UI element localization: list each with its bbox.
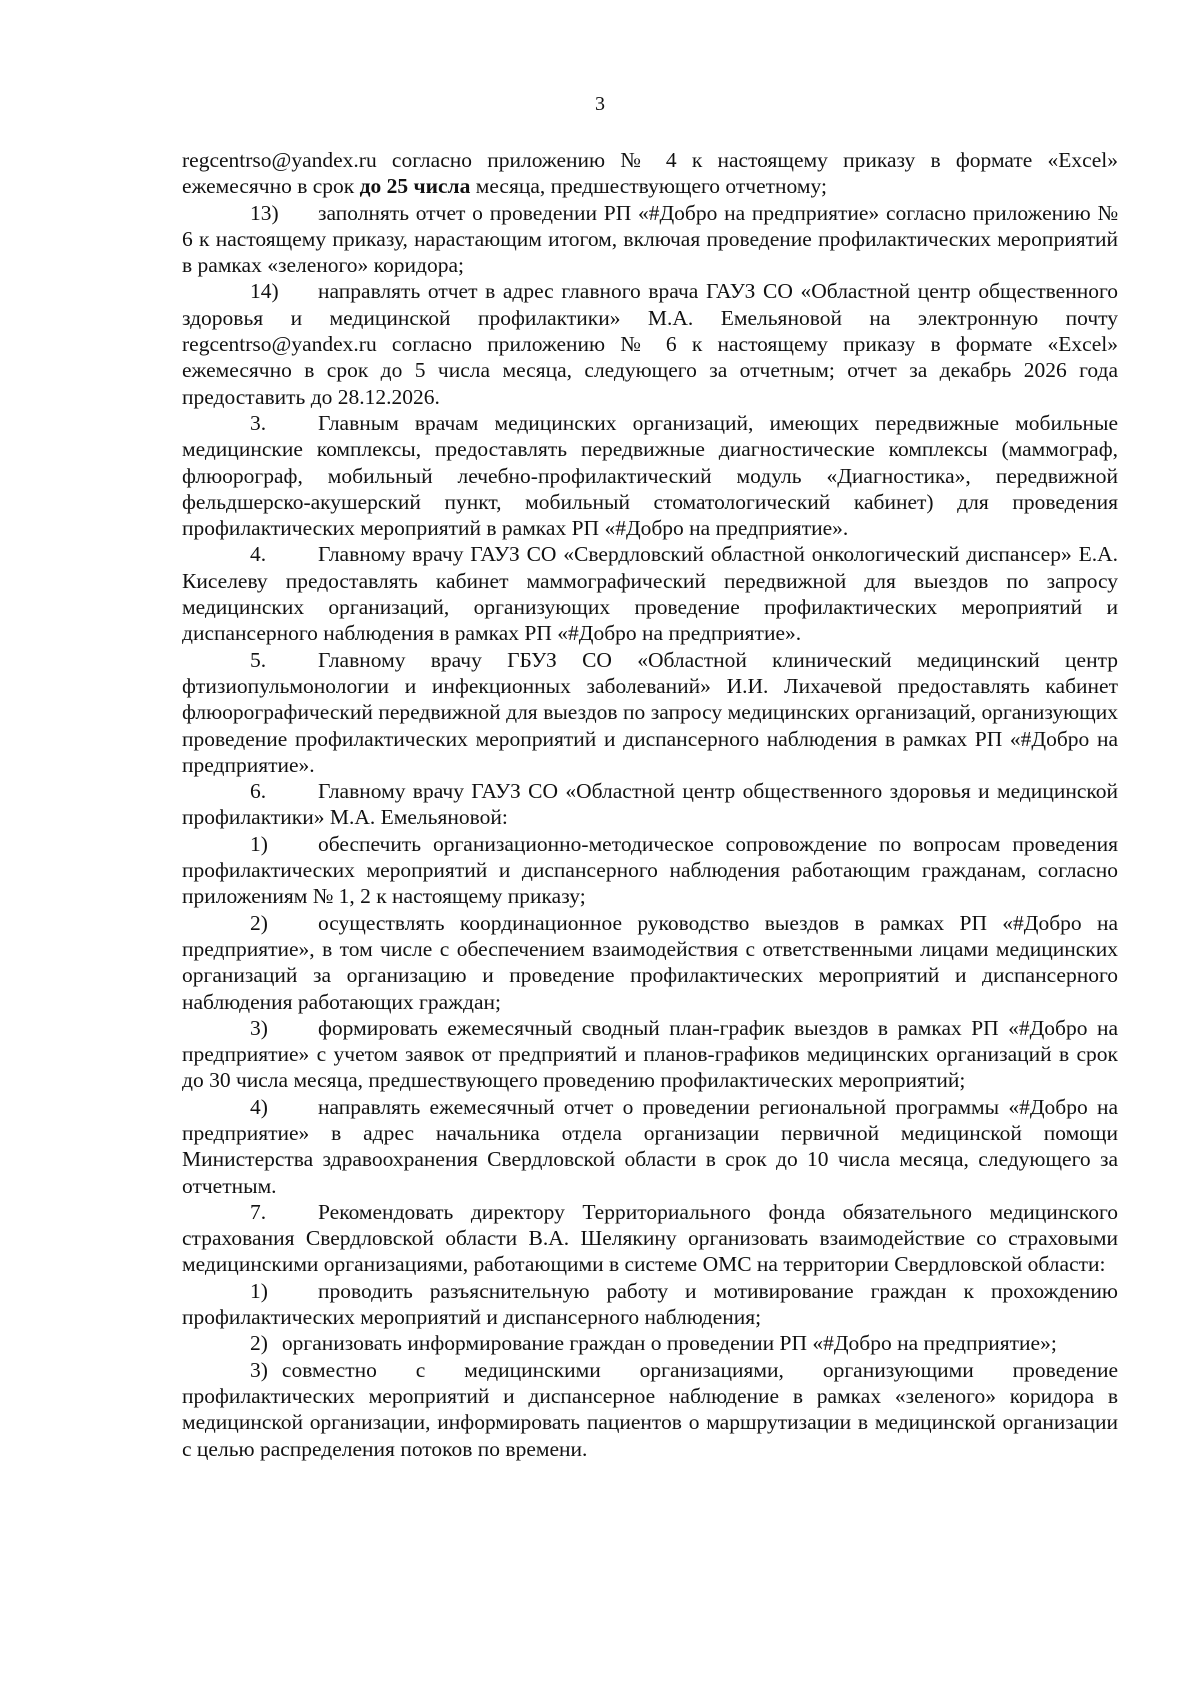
item-number: 14) <box>250 279 279 304</box>
paragraph <box>182 1278 1118 1331</box>
paragraph-text: проводить разъяснительную работу и мотивирование граждан к прохождению профилактических мероприятий и диспансерного наблюдения; <box>182 1278 1118 1330</box>
paragraph-text: regcentrso@yandex.ru согласно приложению № 4 к настоящему приказу в формате «Excel» ежемесячно в срок <box>182 148 1118 199</box>
item-number: 2) <box>250 910 268 935</box>
paragraph <box>182 831 1118 910</box>
paragraph-text: обеспечить организационно-методическое сопровождение по вопросам проведения профилактических мероприятий и диспансерного наблюдения работающим гражданам, согласно приложениям № 1, 2 к настоящему приказу; <box>182 831 1118 909</box>
paragraph-text: Главному врачу ГАУЗ СО «Свердловский областной онкологический диспансер» Е.А. Киселеву предоставлять кабинет маммографический передвижной для выездов по запросу медицинских организаций, организующих проведение профилактических мероприятий и диспансерного наблюдения в рамках РП «#Добро на предприятие». <box>182 542 1118 646</box>
paragraph-text: организовать информирование граждан о проведении РП «#Добро на предприятие»; <box>281 1331 1057 1356</box>
paragraph-text: заполнять отчет о проведении РП «#Добро на предприятие» согласно приложению № 6 к настоящему приказу, нарастающим итогом, включая проведение профилактических мероприятий в рамках «зеленого» коридора; <box>182 200 1118 278</box>
paragraph <box>182 910 1118 1015</box>
paragraph <box>182 1015 1118 1094</box>
item-number: 4. <box>250 542 267 567</box>
item-number: 7. <box>250 1199 267 1224</box>
paragraph <box>182 1357 1118 1462</box>
item-number: 3) <box>250 1015 268 1040</box>
paragraph-text: направлять ежемесячный отчет о проведении региональной программы «#Добро на предприятие» в адрес начальника отдела организации первичной медицинской помощи Министерства здравоохранения Свердловской области в срок до 10 числа месяца, следующего за отчетным. <box>182 1094 1118 1198</box>
paragraph <box>182 410 1118 541</box>
paragraph-text: направлять отчет в адрес главного врача ГАУЗ СО «Областной центр общественного здоровья и медицинской профилактики» М.А. Емельяновой на электронную почту regcentrso@yandex.ru согласно приложению № 6 к настоящему приказу в формате «Excel» ежемесячно в срок до 5 числа месяца, следующего за отчетным; отчет за декабрь 2026 года предоставить до 28.12.2026. <box>182 279 1118 409</box>
item-number: 2) <box>250 1331 268 1356</box>
paragraph-text: Рекомендовать директору Территориального фонда обязательного медицинского страхования Свердловской области В.А. Шелякину организовать взаимодействие со страховыми медицинскими организациями, работающими в системе ОМС на территории Свердловской области: <box>182 1199 1118 1277</box>
item-number: 1) <box>250 1278 268 1303</box>
paragraph <box>182 1330 1118 1356</box>
paragraph-text: Главному врачу ГБУЗ СО «Областной клинический медицинский центр фтизиопульмонологии и инфекционных заболеваний» И.И. Лихачевой предоставлять кабинет флюорографический передвижной для выездов по запросу медицинских организаций, организующих проведение профилактических мероприятий и диспансерного наблюдения в рамках РП «#Добро на предприятие». <box>182 647 1118 777</box>
paragraph <box>182 278 1118 409</box>
item-number: 3. <box>250 410 267 435</box>
paragraph <box>182 647 1118 778</box>
item-number: 13) <box>250 200 279 225</box>
paragraph <box>182 1199 1118 1278</box>
paragraph <box>182 541 1118 646</box>
item-number: 5. <box>250 647 267 672</box>
document-body <box>182 147 1118 1462</box>
paragraph-text: Главному врачу ГАУЗ СО «Областной центр общественного здоровья и медицинской профилактики» М.А. Емельяновой: <box>182 779 1118 830</box>
bold-text: до 25 числа <box>359 174 471 199</box>
paragraph-text: совместно с медицинскими организациями, организующими проведение профилактических мероприятий и диспансерное наблюдение в рамках «зеленого» коридора в медицинской организации, информировать пациентов о маршрутизации в медицинской организации с целью распределения потоков по времени. <box>182 1357 1118 1461</box>
paragraph <box>182 778 1118 831</box>
paragraph <box>182 1094 1118 1199</box>
paragraph-text: месяца, предшествующего отчетному; <box>470 174 827 199</box>
item-number: 3) <box>250 1357 268 1382</box>
paragraph-text: осуществлять координационное руководство выездов в рамках РП «#Добро на предприятие», в том числе с обеспечением взаимодействия с ответственными лицами медицинских организаций за организацию и проведение профилактических мероприятий и диспансерного наблюдения работающих граждан; <box>182 910 1118 1014</box>
paragraph-text: Главным врачам медицинских организаций, имеющих передвижные мобильные медицинские комплексы, предоставлять передвижные диагностические комплексы (маммограф, флюорограф, мобильный лечебно-профилактический модуль «Диагностика», передвижной фельдшерско-акушерский пункт, мобильный стоматологический кабинет) для проведения профилактических мероприятий в рамках РП «#Добро на предприятие». <box>182 410 1118 541</box>
paragraph-text: формировать ежемесячный сводный план-график выездов в рамках РП «#Добро на предприятие» с учетом заявок от предприятий и планов-графиков медицинских организаций в срок до 30 числа месяца, предшествующего проведению профилактических мероприятий; <box>182 1015 1118 1093</box>
item-number: 1) <box>250 831 268 856</box>
item-number: 4) <box>250 1094 268 1119</box>
page-number: 3 <box>595 93 605 115</box>
paragraph <box>182 147 1118 200</box>
paragraph <box>182 200 1118 279</box>
item-number: 6. <box>250 779 267 804</box>
